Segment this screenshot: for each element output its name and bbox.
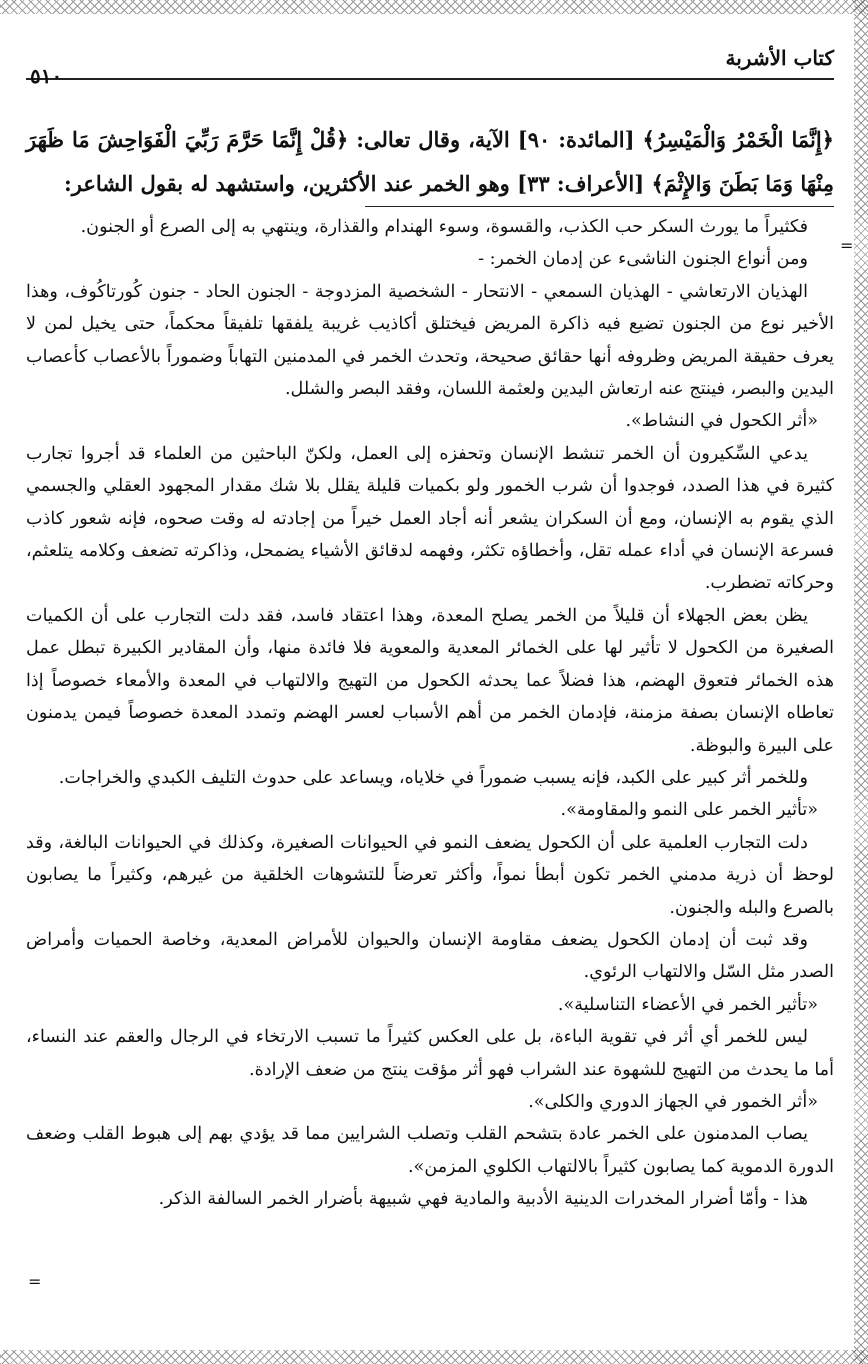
body-paragraph: فكثيراً ما يورث السكر حب الكذب، والقسوة، وسوء الهندام والقذارة، وينتهي به إلى الصرع أو الجنون. (80, 217, 808, 237)
margin-mark-top: = (840, 236, 854, 255)
section-heading: «أثر الكحول في النشاط». (625, 411, 818, 432)
quran-intro-paragraph: ﴿إِنَّمَا الْخَمْرُ وَالْمَيْسِرُ﴾ [المائدة: ٩٠] الآية، وقال تعالى: ﴿قُلْ إِنَّمَا حَرَّمَ رَبِّيَ الْفَوَاحِشَ مَا ظَهَرَ مِنْهَا وَمَا بَطَنَ وَالإِثْمَ﴾ [الأعراف: ٣٣] وهو الخمر عند الأكثرين، واستشهد له بقول الشاعر: (26, 127, 834, 196)
main-text (26, 211, 834, 1216)
decorative-border-right (854, 0, 868, 1364)
body-paragraph: يدعي السِّكيرون أن الخمر تنشط الإنسان وتحفزه إلى العمل، ولكنّ الباحثين من العلماء قد أجروا تجارب كثيرة في هذا الصدد، فوجدوا أن شرب الخمور ولو بكميات قليلة يقلل بلا شك مقدار المجهود العقلي والجسمي الذي يقوم به الإنسان، ومع أن السكران يشعر أنه أجاد العمل خيراً من إجادته له وقت صحوه، فإنه شعور كاذب فسرعة الإنسان في أداء عمله تقل، وأخطاؤه تكثر، وفهمه لدقائق الأشياء يضمحل، وذاكرته تضعف وكلامه يتلعثم، وحركاته تضطرب. (26, 443, 834, 594)
book-page (26, 20, 834, 1340)
margin-mark-bottom: = (28, 1272, 42, 1291)
decorative-border-top (0, 0, 868, 14)
body-paragraph: وقد ثبت أن إدمان الكحول يضعف مقاومة الإنسان والحيوان للأمراض المعدية، وخاصة الحميات وأمراض الصدر مثل السّل والالتهاب الرئوي. (26, 929, 834, 983)
decorative-border-bottom (0, 1350, 868, 1364)
body-paragraph: يصاب المدمنون على الخمر عادة بتشحم القلب وتصلب الشرايين مما قد يؤدي بهم إلى هبوط القلب وضعف الدورة الدموية كما يصابون كثيراً بالالتهاب الكلوي المزمن». (26, 1124, 834, 1177)
body-paragraph: ليس للخمر أي أثر في تقوية الباءة، بل على العكس كثيراً ما تسبب الارتخاء في الرجال والعقم عند النساء، أما ما يحدث من التهيج للشهوة عند الشراب فهو أثر مؤقت ينتج من ضعف الإرادة. (26, 1027, 834, 1080)
page-number: ٥١٠ (30, 64, 63, 88)
body-paragraph: يظن بعض الجهلاء أن قليلاً من الخمر يصلح المعدة، وهذا اعتقاد فاسد، فقد دلت التجارب على أن الكميات الصغيرة من الكحول لا تأثير لها على الخمائر المعدية والمعوية فلا فائدة منها، وأن المقادير الكبيرة تبطل عمل هذه الخمائر فتعوق الهضم، هذا فضلاً عما يحدثه الكحول من التهيج والالتهاب في المعدة والأمعاء خصوصاً إذا تعاطاه الإنسان بصفة مزمنة، فإدمان الخمر من أهم الأسباب لعسر الهضم وتمدد المعدة خصوصاً فيمن يدمنون على البيرة والبوظة. (26, 605, 834, 756)
section-heading: «تأثير الخمر في الأعضاء التناسلية». (557, 994, 818, 1015)
body-paragraph: ومن أنواع الجنون الناشىء عن إدمان الخمر: - (478, 249, 808, 270)
section-heading: «تأثير الخمر على النمو والمقاومة». (560, 800, 818, 821)
page-header (26, 26, 834, 88)
body-paragraph: الهذيان الارتعاشي - الهذيان السمعي - الانتحار - الشخصية المزدوجة - الجنون الحاد - جنون كُورتاكُوف، وهذا الأخير نوع من الجنون تضيع فيه ذاكرة المريض فيختلق أكاذيب غريبة يلفقها تلفيقاً محكماً، حتى يخيل لمن لا يعرف حقيقة المريض وظروفه أنها حقائق صحيحة، وتحدث الخمر في المدمنين التهاباً وضموراً بالأعصاب كأعصاب اليدين والبصر، فينتج عنه ارتعاش اليدين ولعثمة اللسان، وفقد البصر والشلل. (26, 281, 834, 400)
section-rule (365, 206, 834, 207)
book-title: كتاب الأشربة (725, 46, 834, 70)
body-paragraph: وللخمر أثر كبير على الكبد، فإنه يسبب ضموراً في خلاياه، ويساعد على حدوث التليف الكبدي والخراجات. (58, 767, 808, 788)
body-paragraph: هذا - وأمّا أضرار المخدرات الدينية الأدبية والمادية فهي شبيهة بأضرار الخمر السالفة الذكر. (158, 1189, 808, 1210)
section-heading: «أثر الخمور في الجهاز الدوري والكلى». (528, 1091, 818, 1112)
body-paragraph: دلت التجارب العلمية على أن الكحول يضعف النمو في الحيوانات الصغيرة، وكذلك في الحيوانات البالغة، وقد لوحظ أن ذرية مدمني الخمر تكون أبطأ نمواً، وأكثر تعرضاً للتشوهات الخلقية من غيرهم، وكثيراً ما يصابون بالصرع والبله والجنون. (26, 832, 834, 918)
